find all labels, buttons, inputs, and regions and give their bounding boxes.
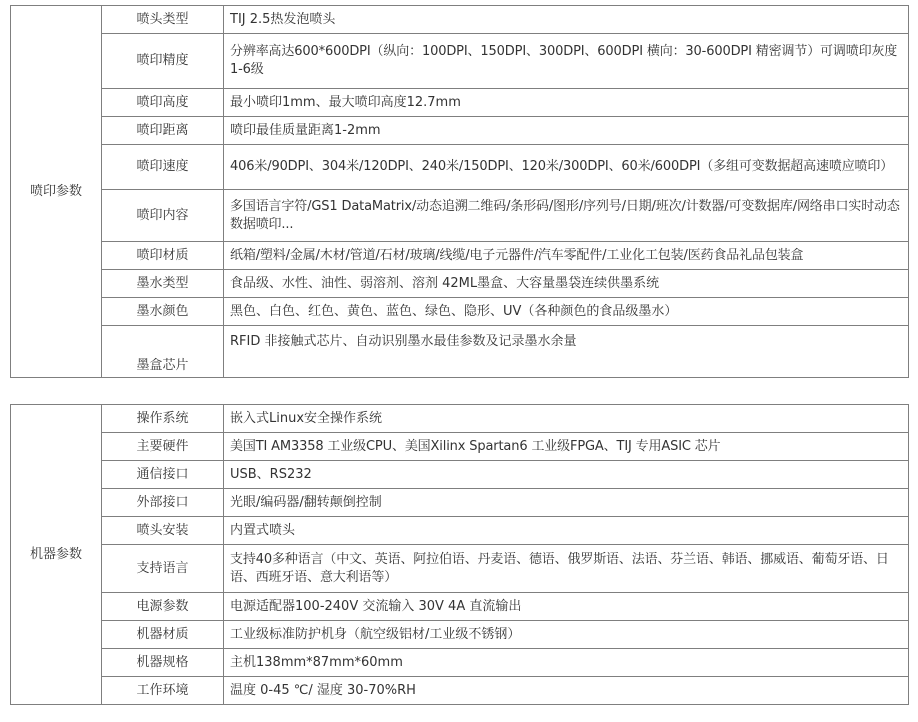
row-value: 美国TI AM3358 工业级CPU、美国Xilinx Spartan6 工业级FPGA、TIJ 专用ASIC 芯片 (224, 433, 909, 461)
row-value: 光眼/编码器/翻转颠倒控制 (224, 489, 909, 517)
row-value: 最小喷印1mm、最大喷印高度12.7mm (224, 89, 909, 117)
row-label: 喷印速度 (102, 145, 224, 190)
row-value: 多国语言字符/GS1 DataMatrix/动态追溯二维码/条形码/图形/序列号/日期/班次/计数器/可变数据库/网络串口实时动态数据喷印... (224, 190, 909, 242)
row-value: 406米/90DPI、304米/120DPI、240米/150DPI、120米/300DPI、60米/600DPI（多组可变数据超高速喷应喷印） (224, 145, 909, 190)
row-label: 喷印材质 (102, 242, 224, 270)
row-value: 电源适配器100-240V 交流输入 30V 4A 直流输出 (224, 593, 909, 621)
table-row (11, 6, 909, 34)
row-label: 工作环境 (102, 677, 224, 705)
table-row (11, 34, 909, 89)
table-row (11, 145, 909, 190)
table-row (11, 190, 909, 242)
table-row (11, 117, 909, 145)
table-row (11, 621, 909, 649)
row-label: 通信接口 (102, 461, 224, 489)
row-value: USB、RS232 (224, 461, 909, 489)
row-value: 内置式喷头 (224, 517, 909, 545)
row-label: 喷印高度 (102, 89, 224, 117)
row-value: 主机138mm*87mm*60mm (224, 649, 909, 677)
table-row (11, 489, 909, 517)
row-label: 操作系统 (102, 405, 224, 433)
row-label: 电源参数 (102, 593, 224, 621)
table-row (11, 461, 909, 489)
row-label: 墨水颜色 (102, 298, 224, 326)
row-value: 纸箱/塑料/金属/木材/管道/石材/玻璃/线缆/电子元器件/汽车零配件/工业化工包装/医药食品礼品包装盒 (224, 242, 909, 270)
row-label: 墨盒芯片 (102, 326, 224, 378)
table-row (11, 677, 909, 705)
row-label: 喷头类型 (102, 6, 224, 34)
row-label: 外部接口 (102, 489, 224, 517)
row-label: 喷印距离 (102, 117, 224, 145)
row-value: 工业级标准防护机身（航空级铝材/工业级不锈钢） (224, 621, 909, 649)
row-value: 分辨率高达600*600DPI（纵向：100DPI、150DPI、300DPI、600DPI 横向：30-600DPI 精密调节）可调喷印灰度1-6级 (224, 34, 909, 89)
table-row (11, 593, 909, 621)
table-row (11, 545, 909, 593)
table-row (11, 242, 909, 270)
row-value: 食品级、水性、油性、弱溶剂、溶剂 42ML墨盒、大容量墨袋连续供墨系统 (224, 270, 909, 298)
table-row (11, 270, 909, 298)
group-label-machine: 机器参数 (11, 405, 102, 705)
group-label-print: 喷印参数 (11, 6, 102, 378)
row-value: 支持40多种语言（中文、英语、阿拉伯语、丹麦语、德语、俄罗斯语、法语、芬兰语、韩语、挪威语、葡萄牙语、日语、西班牙语、意大利语等） (224, 545, 909, 593)
row-value: 黑色、白色、红色、黄色、蓝色、绿色、隐形、UV（各种颜色的食品级墨水） (224, 298, 909, 326)
table-row (11, 89, 909, 117)
row-value: TIJ 2.5热发泡喷头 (224, 6, 909, 34)
table-row (11, 405, 909, 433)
row-label: 墨水类型 (102, 270, 224, 298)
row-label: 喷印精度 (102, 34, 224, 89)
row-value: RFID 非接触式芯片、自动识别墨水最佳参数及记录墨水余量 (224, 326, 909, 378)
table-row (11, 298, 909, 326)
row-value: 温度 0-45 ℃/ 湿度 30-70%RH (224, 677, 909, 705)
table-row (11, 649, 909, 677)
print-params-table (10, 5, 909, 378)
row-label: 主要硬件 (102, 433, 224, 461)
machine-params-table (10, 404, 909, 705)
row-label: 喷头安装 (102, 517, 224, 545)
row-label: 机器材质 (102, 621, 224, 649)
table-row (11, 517, 909, 545)
row-label: 喷印内容 (102, 190, 224, 242)
row-label: 机器规格 (102, 649, 224, 677)
table-row (11, 326, 909, 378)
row-value: 嵌入式Linux安全操作系统 (224, 405, 909, 433)
table-row (11, 433, 909, 461)
row-value: 喷印最佳质量距离1-2mm (224, 117, 909, 145)
row-label: 支持语言 (102, 545, 224, 593)
